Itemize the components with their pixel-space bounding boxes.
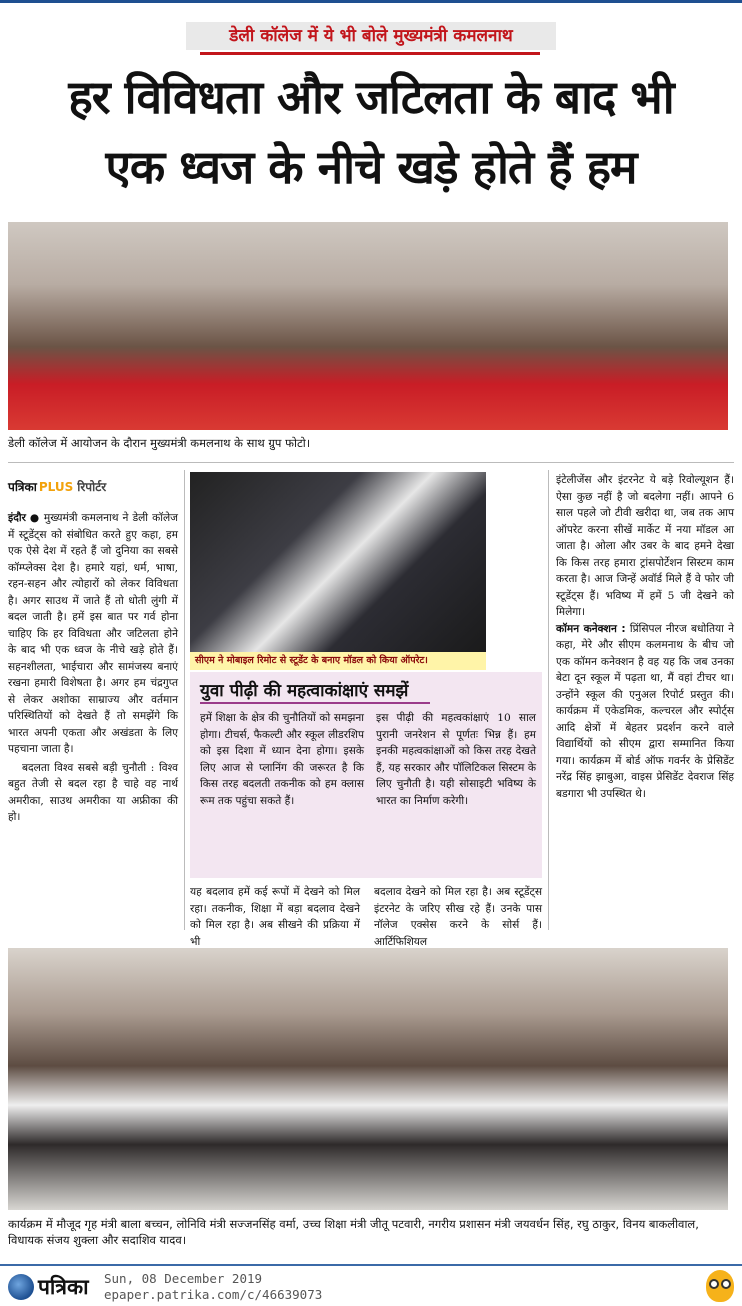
highlight-box-col-1: हमें शिक्षा के क्षेत्र की चुनौतियों को समझना होगा। टीचर्स, फैकल्टी और स्कूल लीडरशिप को इस दिशा में ध्यान देना होगा। इसके लिए आज से प्लानिंग की जरूरत है कि किस तरह बदलती तकनीक को हम क्लास रूम तक पहुंचा सकते हैं।	[200, 712, 364, 807]
audience-photo	[8, 948, 728, 1210]
audience-photo-caption: कार्यक्रम में मौजूद गृह मंत्री बाला बच्चन, लोनिवि मंत्री सज्जनसिंह वर्मा, उच्च शिक्षा मंत्री जीतू पटवारी, नगरीय प्रशासन मंत्री जयवर्धन सिंह, रघु ठाकुर, विनय बाकलीवाल, विधायक संजय शुक्ला और सदाशिव यादव।	[8, 1217, 699, 1247]
byline-brand: पत्रिका	[8, 480, 37, 494]
cm-remote-photo	[190, 472, 486, 664]
footer-logo: पत्रिका	[38, 1275, 89, 1299]
left-para-1: मुख्यमंत्री कमलनाथ ने डेली कॉलेज में स्टूडेंट्स को संबोधित करते हुए कहा, हम एक ऐसे देश में रहते हैं जो दुनिया का सबसे कॉम्प्लेक्स देश है। हमारे यहां, धर्म, भाषा, रहन-सहन और त्योहारों को लेकर विविधता है। अगर साउथ में जाते हैं तो धोती लुंगी में बदल जाती है। हमें इस बात पर गर्व होना चाहिए कि हर विविधता और जटिलता होने के बाद भी एक ध्वज के नीचे खड़े होते हैं। सहनशीलता, भाईचारा और सामंजस्य बनाएं रखना हमारी विशेषता है। अगर हम चंद्रगुप्त से लेकर अशोका साम्राज्य और वर्तमान परिस्थितियों को देखते हैं तो समझेंगे कि भारत अपनी एकता और अखंडता के लिए पहचाना जाता है।	[8, 512, 178, 755]
right-column-text	[556, 472, 734, 802]
headline-line-2: एक ध्वज के नीचे खड़े होते हैं हम	[105, 140, 637, 194]
mid-bottom-col-1: यह बदलाव हमें कई रूपों में देखने को मिल रहा। तकनीक, शिक्षा में बड़ा बदलाव देखने को मिल रहा है। अब सीखने की प्रक्रिया में भी	[190, 886, 360, 948]
highlight-box-underline	[200, 702, 430, 704]
cm-remote-photo-caption: सीएम ने मोबाइल रिमोट से स्टूडेंट के बनाए मॉडल को किया ऑपरेट।	[190, 652, 486, 670]
main-headline	[8, 62, 734, 202]
owl-mascot-icon	[706, 1270, 734, 1302]
highlight-box-col-2: इस पीढ़ी की महत्वकांक्षाएं 10 साल पुरानी जनरेशन से पूर्णतः भिन्न हैं। हम इनकी महत्वकांक्षाओं को किस तरह देखते हैं, यह सरकार और पॉलिटिकल सिस्टम के लिए चुनौती है। यही सोसाइटी भविष्य के भारत का निर्माण करेगी।	[376, 712, 536, 807]
left-para-2: बदलता विश्व सबसे बड़ी चुनौती : विश्व बहुत तेजी से बदल रहा है चाहे वह नार्थ अमरीका, साउथ अमरीका या अफ्रीका की हो।	[8, 761, 178, 823]
highlight-box-title: युवा पीढ़ी की महत्वाकांक्षाएं समझें	[200, 681, 409, 701]
group-photo-caption: डेली कॉलेज में आयोजन के दौरान मुख्यमंत्री कमलनाथ के साथ ग्रुप फोटो।	[8, 436, 311, 450]
byline-plus: PLUS	[38, 480, 74, 494]
column-divider-right	[548, 470, 549, 930]
footer-divider	[0, 1264, 742, 1266]
byline-role: रिपोर्टर	[77, 480, 107, 494]
headline-line-1: हर विविधता और जटिलता के बाद भी	[68, 70, 674, 124]
mid-bottom-col-2: बदलाव देखने को मिल रहा है। अब स्टूडेंट्स इंटरनेट के जरिए सीख रहे हैं। उनके पास नॉलेज एक्सेस करने के सोर्स हैं। आर्टिफिशियल	[374, 886, 542, 948]
owl-eye-right	[721, 1279, 731, 1289]
dateline: इंदौर	[8, 512, 26, 524]
section-divider	[8, 462, 734, 463]
common-connection-lead: कॉमन कनेक्शन :	[556, 622, 626, 635]
owl-eye-left	[709, 1279, 719, 1289]
left-column-text: इंदौर ● मुख्यमंत्री कमलनाथ ने डेली कॉलेज में स्टूडेंट्स को संबोधित करते हुए कहा, हम एक ऐसे देश में रहते हैं जो दुनिया का सबसे कॉम्प्लेक्स देश है। हमारे यहां, धर्म, भाषा, रहन-सहन और त्योहारों को लेकर विविधता है। अगर साउथ में जाते हैं तो धोती लुंगी में बदल जाती है। हमें इस बात पर गर्व होना चाहिए कि हर विविधता और जटिलता होने के बाद भी एक ध्वज के नीचे खड़े होते हैं। सहनशीलता, भाईचारा और सामंजस्य बनाएं रखना हमारी विशेषता है। अगर हम चंद्रगुप्त से लेकर अशोका साम्राज्य और वर्तमान परिस्थितियों को देखते हैं तो समझेंगे कि भारत अपनी एकता और अखंडता के लिए पहचाना जाता है। बदलता विश्व सबसे बड़ी चुनौती : विश्व बहुत तेजी से बदल रहा है चाहे वह नार्थ अमरीका, साउथ अमरीका या अफ्रीका की हो।	[8, 510, 178, 826]
byline	[8, 478, 106, 495]
patrika-globe-icon	[8, 1274, 34, 1300]
right-para-1: इंटेलीजेंस और इंटरनेट ये बड़े रिवोल्यूशन हैं। ऐसा कुछ नहीं है जो बदलेगा नहीं। आपने 6 साल पहले जो टीवी खरीदा था, जब तक आप ऑपरेट करना सीखें मार्केट में नया मॉडल आ जाता है। ओला और उबर के बाद हमने देखा कि किस तरह हमारा ट्रांसपोर्टेशन सिस्टम काम करता है। आज जिन्हें अवॉर्ड मिले हैं वे फोर जी स्टूडेंट्स हैं। भविष्य में हमें 5 जी देखने को मिलेगा।	[556, 474, 734, 618]
epaper-link[interactable]: epaper.patrika.com/c/46639073	[104, 1287, 323, 1302]
kicker-headline: डेली कॉलेज में ये भी बोले मुख्यमंत्री कमलनाथ	[186, 22, 556, 50]
column-divider-left	[184, 470, 185, 930]
kicker-underline	[200, 52, 540, 55]
right-para-2: प्रिंसिपल नीरज बधोतिया ने कहा, मेरे और सीएम कलमनाथ के बीच जो एक कॉमन कनेक्शन है वह यह कि जब उनका बेटा दून स्कूल में पढ़ता था, मैं वहां टीचर था। उन्होंने स्कूल की एनुअल रिपोर्ट प्रस्तुत की। कार्यक्रम में एकेडमिक, कल्चरल और स्पोर्ट्स आदि क्षेत्रों में बेहतर प्रदर्शन करने वाले विद्यार्थियों को सीएम द्वारा सम्मानित किया गया। कार्यक्रम में बोर्ड ऑफ गवर्नर के प्रेसिडेंट नरेंद्र सिंह झाबुआ, वाइस प्रेसिडेंट देवराज सिंह बडगारा भी उपस्थित थे।	[556, 622, 735, 800]
group-photo	[8, 222, 728, 430]
top-border	[0, 0, 742, 3]
edition-date: Sun, 08 December 2019	[104, 1271, 263, 1286]
